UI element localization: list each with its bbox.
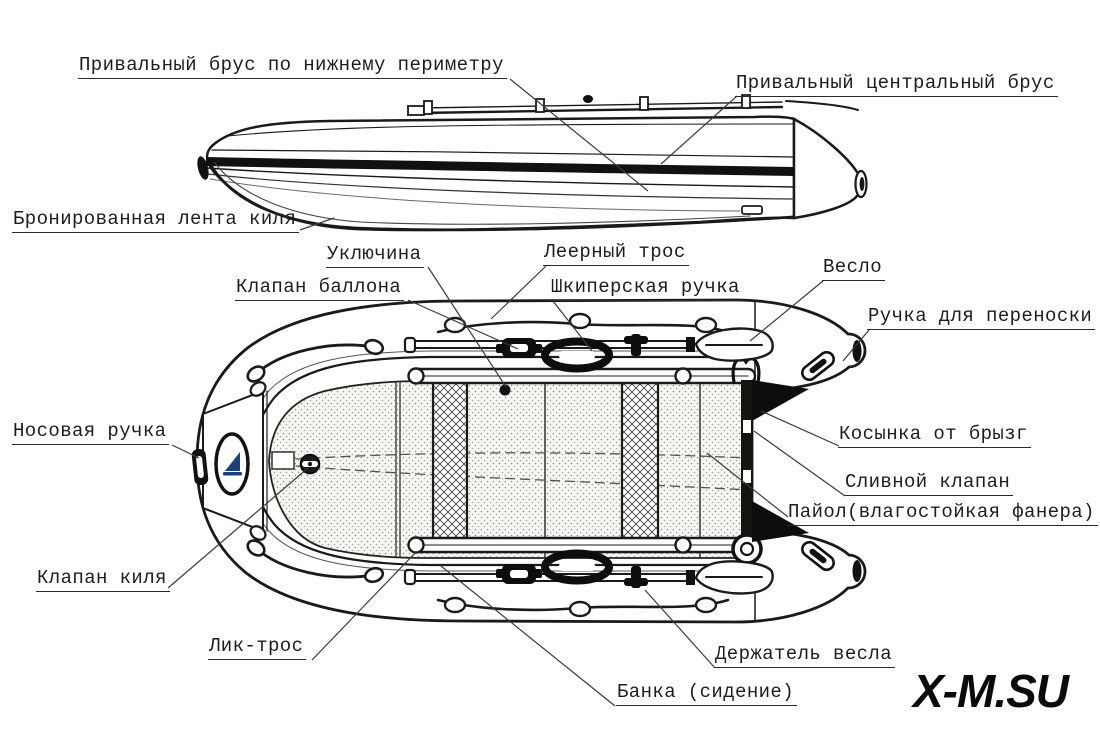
seat-bench-1 <box>433 374 467 546</box>
label-oar-holder: Держатель весла <box>714 644 895 668</box>
label-oar: Весло <box>822 257 885 281</box>
top-view <box>191 300 865 622</box>
label-carry-handle: Ручка для переноски <box>867 306 1095 330</box>
label-perimeter-rail: Привальный брус по нижнему периметру <box>78 55 507 79</box>
side-cone-tip <box>860 177 865 191</box>
label-floorboard: Пайол(влагостойкая фанера) <box>787 502 1098 526</box>
seat-bench-2 <box>622 374 658 546</box>
label-leer-rope: Леерный трос <box>543 242 689 266</box>
label-bow-handle: Носовая ручка <box>12 421 169 445</box>
label-luff-rope: Лик-трос <box>208 636 306 660</box>
keel-bow-fitting <box>272 452 294 469</box>
cone-tip-top <box>853 340 862 362</box>
label-oarlock: Уключина <box>326 244 424 268</box>
label-keel-tape: Бронированная лента киля <box>12 209 299 233</box>
label-keel-valve: Клапан киля <box>36 568 170 592</box>
label-tube-valve: Клапан баллона <box>235 277 404 301</box>
side-keel-guard <box>742 206 762 214</box>
label-skipper-handle: Шкиперская ручка <box>550 277 743 301</box>
oarlock-fitting-bottom <box>496 564 542 584</box>
label-splash-guard: Косынка от брызг <box>838 424 1031 448</box>
label-central-rail: Привальный центральный брус <box>735 73 1058 97</box>
label-seat: Банка (сидение) <box>616 682 797 706</box>
oarlock-fitting-top <box>496 338 542 358</box>
leader-splash-guard <box>761 411 839 446</box>
side-stern-cone <box>794 119 864 218</box>
site-watermark: X-M.SU <box>913 665 1068 717</box>
label-drain-valve: Сливной клапан <box>844 472 1013 496</box>
keel-valve-fitting <box>301 455 320 474</box>
side-top-rail <box>408 95 858 115</box>
cone-tip-bottom <box>853 560 862 582</box>
leader-drain-valve <box>754 431 845 496</box>
